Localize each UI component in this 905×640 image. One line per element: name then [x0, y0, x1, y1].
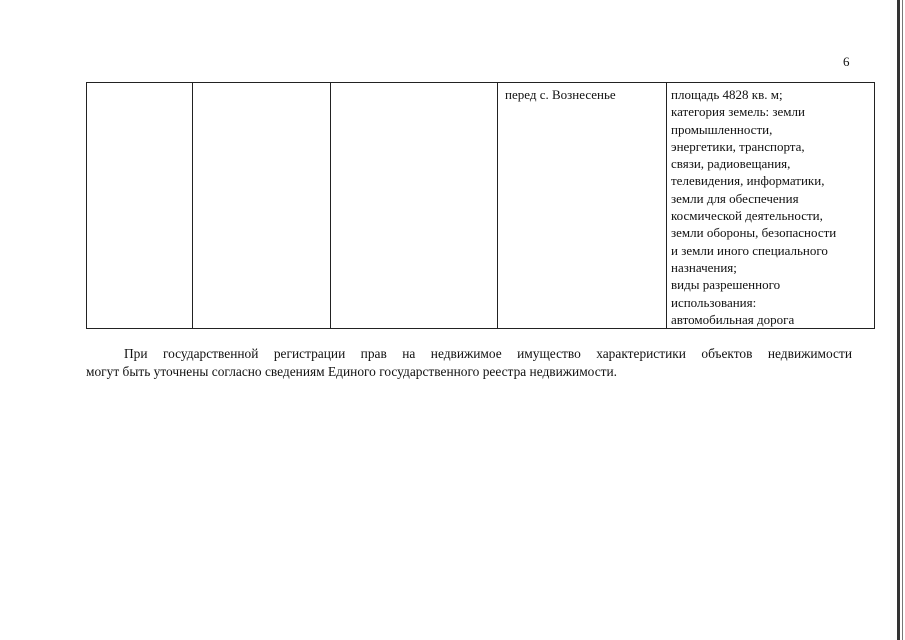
page-number: 6 [843, 54, 850, 69]
page-edge-shadow [897, 0, 900, 640]
characteristic-line: телевидения, информатики, [671, 173, 825, 189]
characteristic-line: связи, радиовещания, [671, 156, 791, 172]
note-line-2: могут быть уточнены согласно сведениям Единого государственного реестра недвижимости. [86, 364, 618, 379]
characteristic-line: категория земель: земли [671, 104, 805, 120]
characteristic-line: использования: [671, 294, 757, 310]
table-cell-location [498, 83, 667, 329]
table-body [86, 82, 875, 329]
characteristic-line: земли обороны, безопасности [671, 225, 837, 241]
location-line: перед с. Вознесенье [505, 87, 616, 102]
page-edge-line [902, 0, 903, 640]
characteristic-line: промышленности, [671, 121, 773, 137]
table-cell-characteristics [667, 83, 875, 329]
table-cell-2 [193, 83, 331, 329]
characteristic-line: автомобильная дорога [671, 311, 795, 327]
characteristic-line: назначения; [671, 259, 737, 275]
characteristic-line: виды разрешенного [671, 277, 781, 293]
property-table [86, 82, 875, 329]
table-cell-3 [331, 83, 498, 329]
characteristic-line: площадь 4828 кв. м; [671, 87, 783, 102]
characteristic-line: космической деятельности, [671, 208, 823, 224]
characteristic-line: энергетики, транспорта, [671, 138, 805, 154]
table-cell-1 [87, 83, 193, 329]
note-line-1: При государственной регистрации прав на недвижимое имущество характеристики объектов недвижимости [124, 346, 852, 361]
table-row [87, 83, 875, 329]
characteristic-line: земли для обеспечения [671, 190, 799, 206]
characteristic-line: и земли иного специального [671, 242, 828, 258]
registration-note [86, 345, 852, 381]
